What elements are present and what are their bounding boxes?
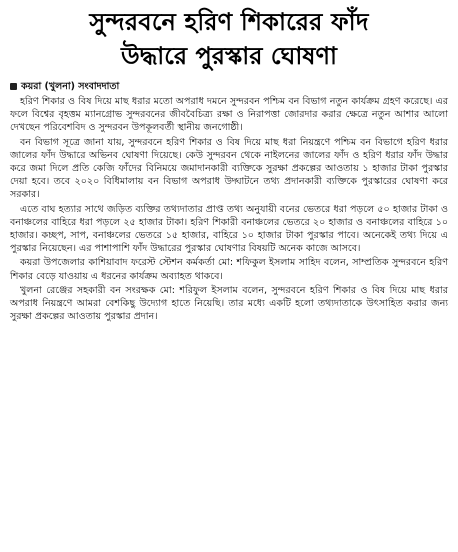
byline [10, 80, 448, 93]
article-paragraph: হরিণ শিকার ও বিষ দিয়ে মাছ ধরার মতো অপরাধ দমনে সুন্দরবন পশ্চিম বন বিভাগ নতুন কার্যক্রম গ্রহণ করেছে। এর ফলে বিশ্বের বৃহত্তম ম্যানগ্রোভ সুন্দরবনের জীববৈচিত্র্য রক্ষা ও নিরাপত্তা জোরদার করার ক্ষেত্রে নতুন আশার আলো দেখছেন পরিবেশবিদ ও সুন্দরবন উপকূলবর্তী স্থানীয় জনগোষ্ঠী। [10, 96, 448, 134]
headline-line-2: উদ্ধারে পুরস্কার ঘোষণা [121, 42, 337, 70]
article-paragraph: কয়রা উপজেলার কাশিয়াবাদ ফরেস্ট স্টেশন কর্মকর্তা মো: শফিকুল ইসলাম সাহিদ বলেন, সাম্প্রতিক সুন্দরবনে হরিণ শিকার বেড়ে যাওয়ায় এ ধরনের কার্যক্রম অব্যাহত থাকবে। [10, 257, 448, 282]
byline-text: কয়রা (খুলনা) সংবাদদাতা [21, 81, 120, 92]
article-paragraph: বন বিভাগ সূত্রে জানা যায়, সুন্দরবনে হরিণ শিকার ও বিষ দিয়ে মাছ ধরা নিয়ন্ত্রণে পশ্চিম বন বিভাগে হরিণ ধরার জালের ফাঁদ উদ্ধারে অভিনব ঘোষণা দিয়েছে। কেউ সুন্দরবন থেকে নাইলনের জালের ফাঁদ ও হরিণ ধরার ফাঁদ উদ্ধার করে জমা দিলে প্রতি কেজি ফাঁদের বিনিময়ে জমাদানকারী ব্যক্তিকে সুরক্ষা প্রকল্পের আওতায় ১ হাজার টাকা পুরস্কার দেয়া হবে। তবে ২০২০ বিধিমালায় বন বিভাগ অপরাধ উদ্ঘাটনে তথ্য প্রদানকারী ব্যক্তিকে পুরস্কারের ঘোষণা করে সরকার। [10, 136, 448, 201]
square-bullet-icon [10, 83, 17, 90]
article-paragraph: এতে বাঘ হত্যার সাথে জড়িত ব্যক্তির তথ্যদাতার প্রাপ্ত তথ্য অনুযায়ী বনের ভেতরে ধরা পড়লে ৫০ হাজার টাকা ও বনাঞ্চলের বাহিরে ধরা পড়লে ২৫ হাজার টাকা। হরিণ শিকারী বনাঞ্চলের ভেতরে ২০ হাজার ও বনাঞ্চলের বাহিরে ১০ হাজার। কচ্ছপ, সাপ, বনাঞ্চলের ভেতরে ১৫ হাজার, বাহিরে ১০ হাজার টাকা পুরস্কার পাবে। অনেকেই তথ্য দিয়ে এ পুরস্কার নিয়েছেন। এর পাশাপাশি ফাঁদ উদ্ধারের পুরস্কার ঘোষণার বিষয়টি অনেক কাজে আসবে। [10, 203, 448, 255]
headline-line-1: সুন্দরবনে হরিণ শিকারের ফাঁদ [89, 8, 369, 36]
article-body [10, 95, 448, 323]
article-paragraph: খুলনা রেঞ্জের সহকারী বন সংরক্ষক মো: শরিফুল ইসলাম বলেন, সুন্দরবনে হরিণ শিকার ও বিষ দিয়ে মাছ ধরার অপরাধ নিয়ন্ত্রণে আমরা বেশকিছু উদ্যোগ হাতে নিয়েছি। তার মধ্যে একটি হলো তথ্যদাতাকে উৎসাহিত করার জন্য সুরক্ষা প্রকল্পের আওতায় পুরস্কার প্রদান। [10, 284, 448, 323]
